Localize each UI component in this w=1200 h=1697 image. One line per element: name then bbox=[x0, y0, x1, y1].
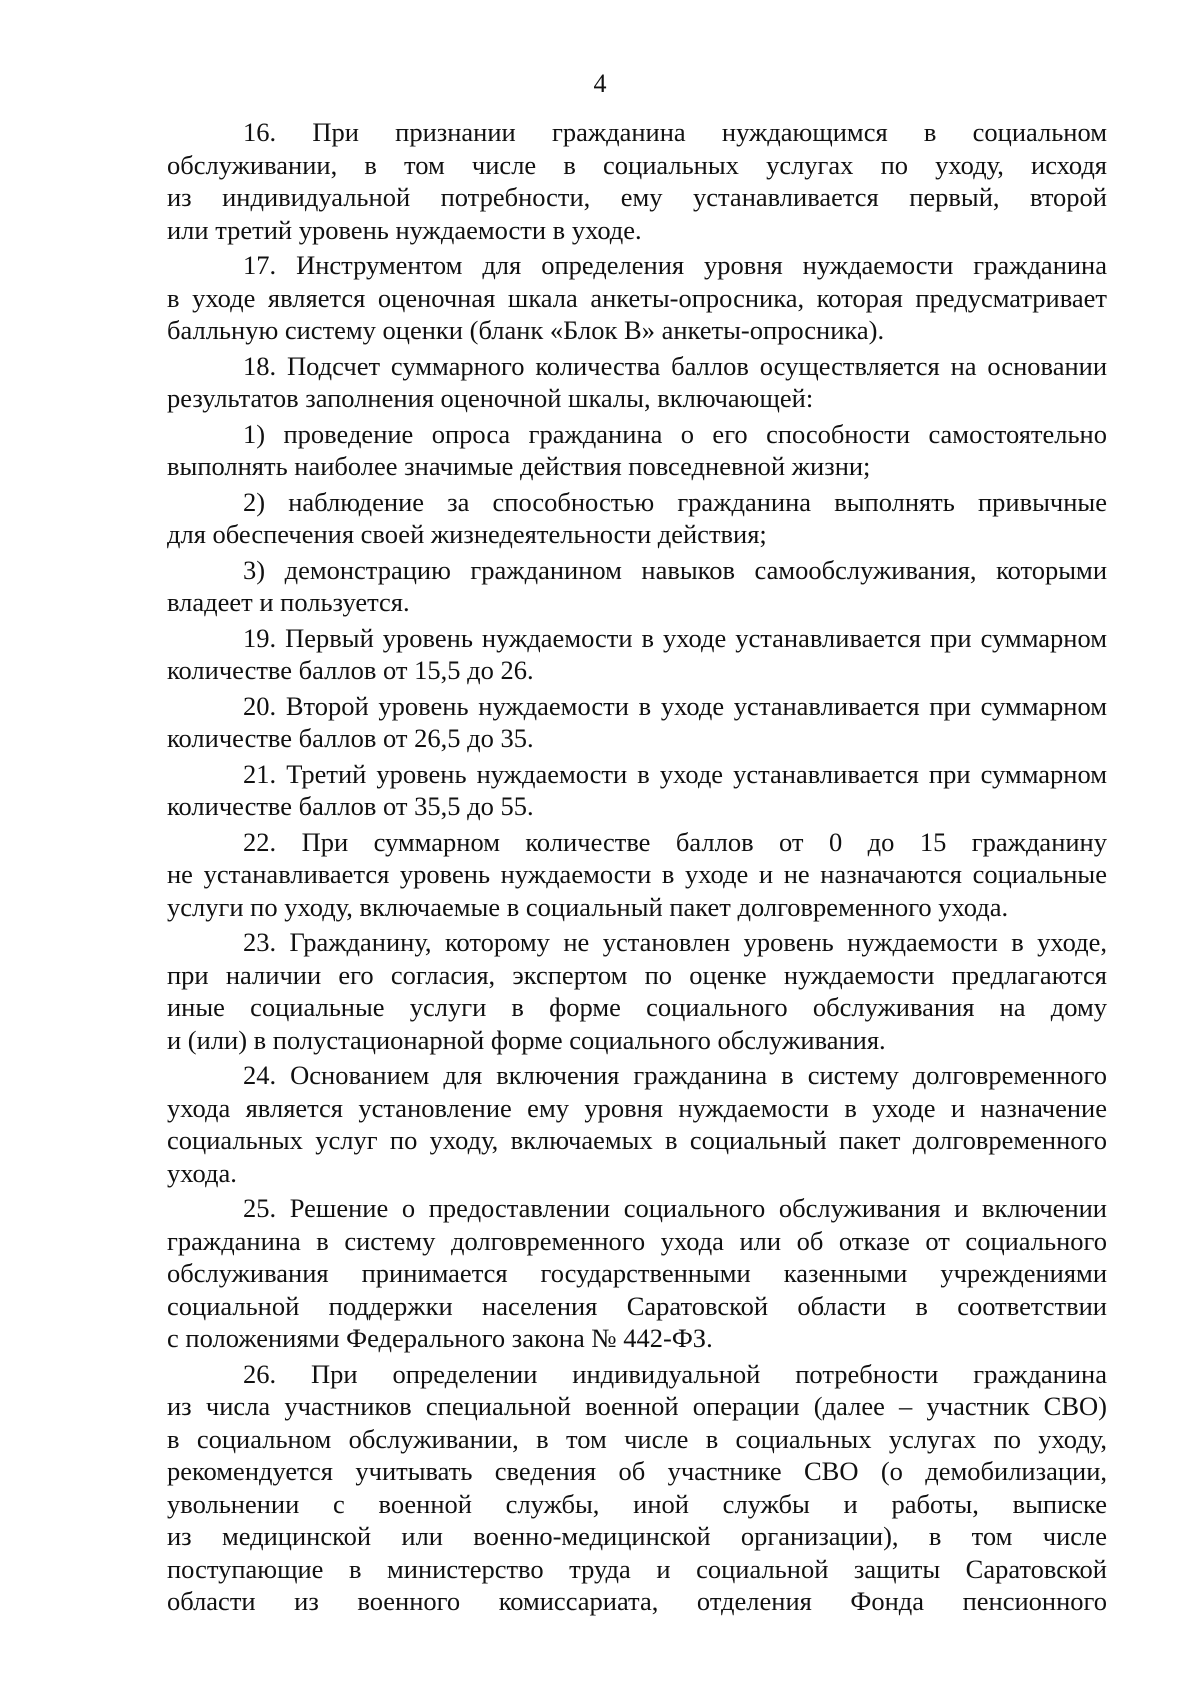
text-line: ухода является установление ему уровня нуждаемости в уходе и назначение bbox=[167, 1092, 1107, 1123]
paragraph-p21 bbox=[167, 758, 1107, 823]
text-line: владеет и пользуется. bbox=[167, 587, 410, 617]
text-line: 19. Первый уровень нуждаемости в уходе устанавливается при суммарном bbox=[243, 622, 1107, 653]
text-line: 16. При признании гражданина нуждающимся в социальном bbox=[243, 117, 1107, 147]
text-line: или третий уровень нуждаемости в уходе. bbox=[167, 214, 642, 245]
text-line: увольнении с военной службы, иной службы и работы, выписке bbox=[167, 1488, 1107, 1519]
text-line: 23. Гражданину, которому не установлен уровень нуждаемости в уходе, bbox=[243, 927, 1107, 957]
paragraph-p20 bbox=[167, 690, 1107, 755]
text-line: для обеспечения своей жизнедеятельности действия; bbox=[167, 519, 767, 549]
paragraph-p18-3 bbox=[167, 554, 1107, 619]
text-line: количестве баллов от 15,5 до 26. bbox=[167, 655, 534, 685]
paragraph-p18-1 bbox=[167, 418, 1107, 483]
text-line: при наличии его согласия, экспертом по оценке нуждаемости предлагаются bbox=[167, 959, 1107, 990]
text-line: из индивидуальной потребности, ему устанавливается первый, второй bbox=[167, 182, 1107, 212]
text-line: не устанавливается уровень нуждаемости в уходе и не назначаются социальные bbox=[167, 859, 1107, 889]
text-line: количестве баллов от 35,5 до 55. bbox=[167, 791, 534, 821]
text-line: социальных услуг по уходу, включаемых в социальный пакет долговременного bbox=[167, 1125, 1107, 1155]
text-line: 18. Подсчет суммарного количества баллов осуществляется на основании bbox=[243, 350, 1107, 381]
text-line: из медицинской или военно-медицинской организации), в том числе bbox=[167, 1521, 1107, 1551]
text-line: 1) проведение опроса гражданина о его способности самостоятельно bbox=[243, 418, 1107, 449]
text-line: 21. Третий уровень нуждаемости в уходе устанавливается при суммарном bbox=[243, 758, 1107, 789]
text-line: с положениями Федерального закона № 442-ФЗ. bbox=[167, 1323, 713, 1353]
text-line: результатов заполнения оценочной шкалы, включающей: bbox=[167, 383, 814, 413]
text-line: в социальном обслуживании, в том числе в социальных услугах по уходу, bbox=[167, 1423, 1107, 1454]
text-line: из числа участников специальной военной операции (далее – участник СВО) bbox=[167, 1391, 1107, 1421]
text-line: поступающие в министерство труда и социальной защиты Саратовской bbox=[167, 1553, 1107, 1584]
text-line: иные социальные услуги в форме социального обслуживания на дому bbox=[167, 992, 1107, 1022]
text-line: ухода. bbox=[167, 1157, 237, 1188]
paragraph-p22 bbox=[167, 826, 1107, 924]
text-line: услуги по уходу, включаемые в социальный пакет долговременного ухода. bbox=[167, 891, 1009, 922]
text-line: рекомендуется учитывать сведения об участнике СВО (о демобилизации, bbox=[167, 1456, 1107, 1486]
paragraph-p18-2 bbox=[167, 486, 1107, 551]
text-line: 17. Инструментом для определения уровня нуждаемости гражданина bbox=[243, 250, 1107, 280]
paragraph-p19 bbox=[167, 622, 1107, 687]
text-line: количестве баллов от 26,5 до 35. bbox=[167, 723, 534, 753]
text-line: балльную систему оценки (бланк «Блок В» анкеты-опросника). bbox=[167, 315, 885, 345]
paragraph-p25 bbox=[167, 1192, 1107, 1355]
paragraph-p26 bbox=[167, 1358, 1107, 1618]
text-line: обслуживания принимается государственными казенными учреждениями bbox=[167, 1258, 1107, 1288]
text-line: 2) наблюдение за способностью гражданина выполнять привычные bbox=[243, 486, 1107, 517]
text-line: 24. Основанием для включения гражданина в систему долговременного bbox=[243, 1060, 1107, 1090]
paragraph-p16 bbox=[167, 116, 1107, 246]
text-line: 26. При определении индивидуальной потребности гражданина bbox=[243, 1358, 1107, 1389]
paragraph-p18 bbox=[167, 350, 1107, 415]
text-line: выполнять наиболее значимые действия повседневной жизни; bbox=[167, 451, 871, 481]
paragraph-p23 bbox=[167, 926, 1107, 1056]
text-line: 20. Второй уровень нуждаемости в уходе устанавливается при суммарном bbox=[243, 690, 1107, 721]
text-line: в уходе является оценочная шкала анкеты-опросника, которая предусматривает bbox=[167, 282, 1107, 313]
paragraph-p17 bbox=[167, 249, 1107, 347]
text-line: гражданина в систему долговременного ухода или об отказе от социального bbox=[167, 1225, 1107, 1256]
text-line: социальной поддержки населения Саратовской области в соответствии bbox=[167, 1290, 1107, 1321]
document-body bbox=[167, 116, 1107, 1621]
text-line: обслуживании, в том числе в социальных услугах по уходу, исходя bbox=[167, 149, 1107, 180]
text-line: 25. Решение о предоставлении социального обслуживания и включении bbox=[243, 1193, 1107, 1223]
paragraph-p24 bbox=[167, 1059, 1107, 1189]
page-number: 4 bbox=[593, 69, 607, 98]
text-line: 22. При суммарном количестве баллов от 0 до 15 гражданину bbox=[243, 826, 1107, 857]
text-line: области из военного комиссариата, отделения Фонда пенсионного bbox=[167, 1586, 1107, 1616]
text-line: 3) демонстрацию гражданином навыков самообслуживания, которыми bbox=[243, 554, 1107, 585]
text-line: и (или) в полустационарной форме социального обслуживания. bbox=[167, 1024, 886, 1055]
